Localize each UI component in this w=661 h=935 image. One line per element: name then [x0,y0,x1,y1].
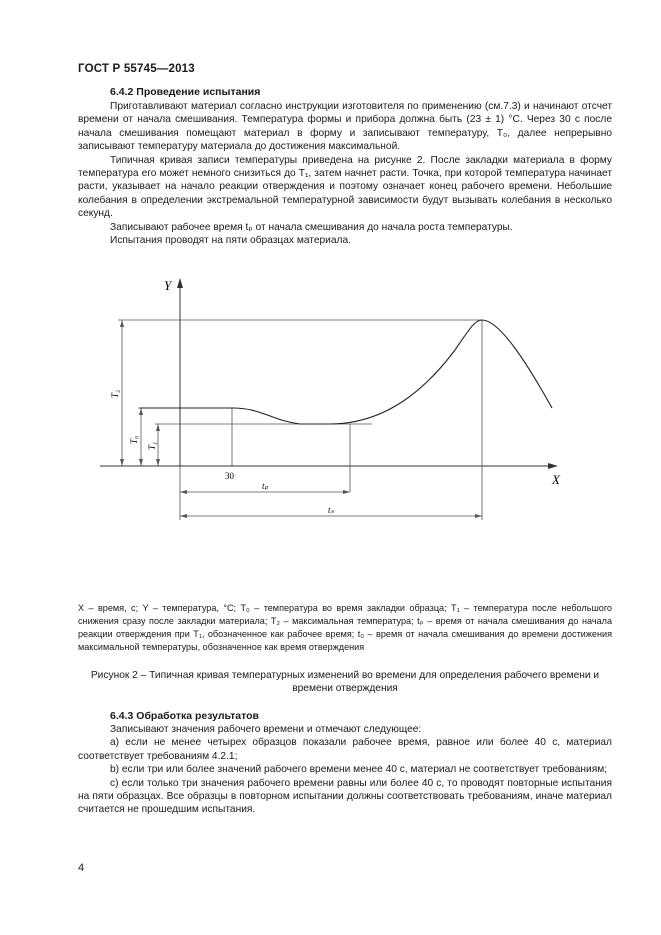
paragraph: Приготавливают материал согласно инструкции изготовителя по применению (см.7.3) и начинают отсчет времени от начала смешивания. Температура формы и прибора должна быть (23 ± 1) °С. Через 30 с после начала смешивания помещают материал в форму и записывают температуру, T₀, далее непрерывно записывают температуру материала до достижения максимальной. [78,101,612,153]
section-6-4-3-body [78,723,612,817]
paragraph: Записывают значения рабочего времени и отмечают следующее: [110,724,422,735]
arrowhead [180,490,187,494]
t1-label: T₁ [147,441,157,450]
arrowhead [180,514,187,518]
list-item: b) если три или более значений рабочего времени менее 40 с, материал не соответствует требованиям; [110,764,608,776]
x-axis-label: X [552,472,560,487]
temperature-curve-figure [0,270,661,530]
document-header: ГОСТ Р 55745—2013 [78,63,195,75]
t2-label: T₂ [110,389,120,398]
arrowhead [343,490,350,494]
tp-label: tₚ [262,481,269,491]
arrowhead [475,514,482,518]
y-axis-arrow [177,278,183,288]
t0-label: T₀ [129,435,139,444]
figure-caption: Рисунок 2 – Типичная кривая температурных изменений во времени для определения рабочего времени и времени отверждения [90,670,600,695]
list-item: с) если только три значения рабочего времени равны или более 40 с, то проводят повторные испытания на пяти образцах. Все образцы в повторном испытании должны соответствовать требованиям, иначе материал считается не прошедшим испытания. [78,777,612,816]
y-axis-label: Y [164,278,172,293]
temperature-curve [140,320,552,424]
x-axis-arrow [548,463,558,469]
arrowhead [156,424,160,431]
arrowhead [120,459,124,466]
section-6-4-2-body [78,100,612,247]
arrowhead [139,408,143,415]
tc-label: tₛ [328,505,334,515]
list-item: а) если не менее четырех образцов показали рабочее время, равное или более 40 с, материал соответствует требованиям 4.2.1; [78,737,612,762]
section-title-6-4-2: 6.4.2 Проведение испытания [110,86,261,98]
paragraph: Испытания проводят на пяти образцах материала. [110,235,351,247]
arrowhead [120,320,124,327]
section-title-6-4-3: 6.4.3 Обработка результатов [110,710,259,722]
arrowhead [139,459,143,466]
paragraph: Записывают рабочее время tₚ от начала смешивания до начала роста температуры. [110,221,513,233]
page-number: 4 [78,862,85,874]
figure-legend: X – время, с; Y – температура, °С; T₀ – температура во время закладки образца; T₁ – температура после небольшого снижения сразу после закладки материала; T₂ – максимальная температура; tₚ – время от начала смешивания до начала реакции отверждения при T₁, обозначенное как рабочее время; t₀ – время от начала смешивания до времени достижения максимальной температуры, обозначенное как время отверждения [78,603,612,652]
paragraph: Типичная кривая записи температуры приведена на рисунке 2. После закладки материала в форму температура его может немного снизиться до T₁, затем начнет расти. Точка, при которой температура начинает расти, указывает на начало реакции отверждения и поэтому означает конец рабочего времени. Небольшие колебания в определении экстремальной температурной зависимости будут вызывать колебания в несколько секунд. [78,154,612,220]
tick-30-label: 30 [225,471,234,481]
arrowhead [156,459,160,466]
